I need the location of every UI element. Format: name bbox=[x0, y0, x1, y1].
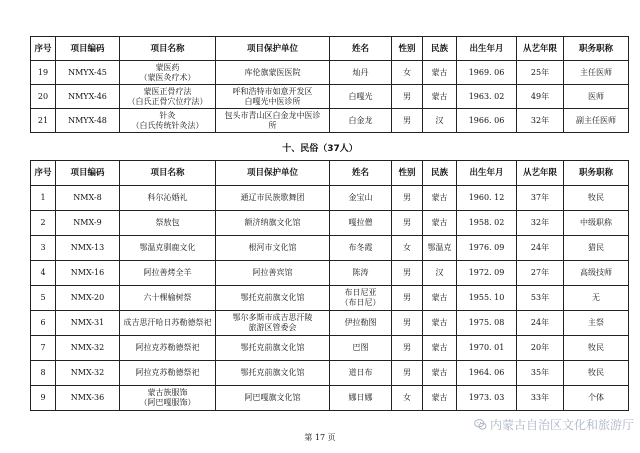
cell-name-subtext: （白氏正骨穴位疗法） bbox=[127, 96, 208, 106]
cell-title bbox=[564, 109, 629, 133]
cell-gender bbox=[392, 109, 423, 133]
cell-no bbox=[31, 236, 56, 261]
cell-unit-text: 鄂托克前旗文化馆 bbox=[240, 343, 305, 352]
cell-birth bbox=[457, 336, 517, 361]
cell-birth bbox=[457, 236, 517, 261]
cell-birth bbox=[457, 311, 517, 336]
cell-title bbox=[564, 186, 629, 211]
header-name: 项目名称 bbox=[120, 161, 216, 186]
table-row bbox=[31, 61, 629, 85]
cell-no-text: 6 bbox=[40, 318, 46, 327]
cell-unit-text: 呼和浩特市如意开发区 bbox=[232, 86, 313, 96]
cell-unit-text: 阿巴嘎旗文化馆 bbox=[244, 393, 301, 402]
cell-code-text: NMX-16 bbox=[70, 268, 105, 277]
cell-years-text: 53年 bbox=[530, 293, 550, 302]
cell-title bbox=[564, 236, 629, 261]
header-years: 从艺年限 bbox=[517, 37, 564, 61]
cell-title-text: 个体 bbox=[588, 393, 604, 402]
cell-no-text: 9 bbox=[40, 393, 46, 402]
cell-no-text: 8 bbox=[40, 368, 46, 377]
cell-birth-text: 1975. 08 bbox=[468, 318, 505, 327]
cell-years bbox=[517, 236, 564, 261]
table-row bbox=[31, 311, 629, 336]
cell-years bbox=[517, 361, 564, 386]
cell-code-text: NMX-8 bbox=[73, 193, 102, 202]
cell-gender bbox=[392, 211, 423, 236]
cell-code bbox=[56, 361, 120, 386]
cell-code bbox=[56, 311, 120, 336]
cell-name-subtext: （白氏传统针灸法） bbox=[131, 120, 204, 130]
cell-code bbox=[56, 109, 120, 133]
cell-years-text: 24年 bbox=[530, 318, 550, 327]
table-top bbox=[30, 36, 629, 133]
cell-ethnic bbox=[423, 186, 457, 211]
cell-name bbox=[120, 85, 216, 109]
cell-unit-text: 鄂托克前旗文化馆 bbox=[240, 293, 305, 302]
cell-name-text: 阿拉克苏勒德祭祀 bbox=[135, 368, 200, 377]
cell-name bbox=[120, 109, 216, 133]
cell-title-text: 牧民 bbox=[588, 193, 604, 202]
cell-years-text: 24年 bbox=[530, 243, 550, 252]
cell-no-text: 7 bbox=[40, 343, 46, 352]
cell-name-text: 成吉思汗哈日苏勒德祭祀 bbox=[123, 318, 212, 327]
cell-unit-subtext: 白嘎光中医诊所 bbox=[244, 96, 301, 106]
cell-ethnic bbox=[423, 336, 457, 361]
cell-gender-text: 女 bbox=[403, 393, 411, 402]
cell-name bbox=[120, 311, 216, 336]
cell-gender-text: 男 bbox=[403, 368, 411, 377]
cell-person bbox=[330, 286, 392, 311]
cell-no bbox=[31, 211, 56, 236]
cell-title bbox=[564, 261, 629, 286]
watermark-text: 内蒙古自治区文化和旅游厅 bbox=[489, 418, 634, 432]
cell-person-text: 巴图 bbox=[352, 343, 369, 352]
cell-title bbox=[564, 386, 629, 411]
cell-unit bbox=[216, 336, 330, 361]
cell-name bbox=[120, 361, 216, 386]
cell-code-text: NMX-32 bbox=[70, 368, 105, 377]
cell-ethnic bbox=[423, 61, 457, 85]
section-title: 十、民俗（37人） bbox=[282, 144, 358, 154]
watermark bbox=[474, 416, 634, 433]
table-row bbox=[31, 186, 629, 211]
cell-code bbox=[56, 85, 120, 109]
page-number: 第 17 页 bbox=[304, 433, 336, 442]
cell-ethnic bbox=[423, 286, 457, 311]
cell-person-text: 陈涛 bbox=[352, 268, 369, 277]
cell-code-text: NMX-9 bbox=[73, 218, 102, 227]
table-row bbox=[31, 386, 629, 411]
cell-gender-text: 男 bbox=[403, 268, 411, 277]
cell-ethnic-text: 汉 bbox=[435, 115, 444, 125]
cell-birth-text: 1960. 12 bbox=[468, 193, 505, 202]
cell-years bbox=[517, 386, 564, 411]
cell-gender-text: 男 bbox=[403, 318, 411, 327]
cell-birth bbox=[457, 286, 517, 311]
cell-gender-text: 女 bbox=[403, 67, 411, 77]
cell-years bbox=[517, 61, 564, 85]
header-ethnic: 民族 bbox=[423, 161, 457, 186]
cell-gender bbox=[392, 236, 423, 261]
table-row bbox=[31, 109, 629, 133]
cell-birth bbox=[457, 211, 517, 236]
cell-title bbox=[564, 85, 629, 109]
table-bottom bbox=[30, 160, 629, 411]
cell-name-text: 蒙医药 bbox=[155, 62, 180, 72]
cell-code bbox=[56, 386, 120, 411]
cell-no bbox=[31, 361, 56, 386]
cell-title-text: 医师 bbox=[588, 91, 604, 101]
cell-code-text: NMYX-46 bbox=[68, 91, 107, 101]
cell-ethnic-text: 蒙古 bbox=[431, 91, 448, 101]
cell-no-text: 3 bbox=[40, 243, 46, 252]
cell-unit bbox=[216, 85, 330, 109]
cell-name-text: 六十棵榆树祭 bbox=[143, 293, 192, 302]
cell-gender-text: 女 bbox=[403, 243, 411, 252]
cell-title bbox=[564, 286, 629, 311]
cell-code bbox=[56, 336, 120, 361]
cell-birth bbox=[457, 386, 517, 411]
cell-unit-text: 鄂托克前旗文化馆 bbox=[240, 368, 305, 377]
cell-gender-text: 男 bbox=[403, 115, 411, 125]
cell-code-text: NMX-13 bbox=[70, 243, 105, 252]
cell-name bbox=[120, 286, 216, 311]
cell-person bbox=[330, 186, 392, 211]
cell-code-text: NMX-36 bbox=[70, 393, 105, 402]
cell-years-text: 49年 bbox=[530, 91, 550, 101]
cell-no-text: 4 bbox=[40, 268, 46, 277]
cell-gender-text: 男 bbox=[403, 218, 411, 227]
cell-code bbox=[56, 286, 120, 311]
cell-title-text: 主祭 bbox=[588, 318, 604, 327]
cell-unit-subtext: 所 bbox=[268, 120, 277, 130]
cell-person bbox=[330, 336, 392, 361]
cell-birth-text: 1958. 02 bbox=[468, 218, 505, 227]
table-row bbox=[31, 85, 629, 109]
cell-no-text: 19 bbox=[37, 67, 49, 77]
cell-ethnic-text: 蒙古 bbox=[431, 193, 448, 202]
cell-no bbox=[31, 311, 56, 336]
cell-ethnic bbox=[423, 211, 457, 236]
cell-name-text: 蒙古族服饰 bbox=[147, 388, 188, 397]
cell-code bbox=[56, 261, 120, 286]
header-title: 职务职称 bbox=[564, 37, 629, 61]
cell-unit bbox=[216, 186, 330, 211]
cell-no bbox=[31, 386, 56, 411]
cell-gender-text: 男 bbox=[403, 343, 411, 352]
cell-gender bbox=[392, 286, 423, 311]
cell-birth-text: 1972. 09 bbox=[468, 268, 505, 277]
cell-years bbox=[517, 311, 564, 336]
cell-name-text: 阿拉克苏勒德祭祀 bbox=[135, 343, 200, 352]
cell-birth bbox=[457, 361, 517, 386]
cell-birth-text: 1970. 01 bbox=[468, 343, 505, 352]
header-name: 项目名称 bbox=[120, 37, 216, 61]
cell-code-text: NMX-32 bbox=[70, 343, 105, 352]
cell-name bbox=[120, 186, 216, 211]
cell-person-text: 金宝山 bbox=[348, 193, 373, 202]
cell-unit bbox=[216, 211, 330, 236]
table-row bbox=[31, 236, 629, 261]
cell-person bbox=[330, 386, 392, 411]
cell-person-text: 布冬霞 bbox=[348, 243, 373, 252]
header-ethnic: 民族 bbox=[423, 37, 457, 61]
header-gender: 性别 bbox=[392, 161, 423, 186]
cell-person bbox=[330, 211, 392, 236]
cell-birth-text: 1955. 10 bbox=[468, 293, 505, 302]
header-code: 项目编码 bbox=[56, 161, 120, 186]
cell-name-text: 阿拉善烤全羊 bbox=[143, 268, 192, 277]
cell-person-text: 娜日娜 bbox=[348, 393, 373, 402]
cell-name-text: 蒙医正骨疗法 bbox=[143, 86, 192, 96]
cell-no-text: 5 bbox=[40, 293, 46, 302]
header-gender: 性别 bbox=[392, 37, 423, 61]
cell-person bbox=[330, 261, 392, 286]
cell-no-text: 20 bbox=[37, 91, 49, 101]
cell-ethnic bbox=[423, 109, 457, 133]
cell-name bbox=[120, 236, 216, 261]
cell-code-text: NMYX-48 bbox=[68, 115, 107, 125]
cell-title bbox=[564, 211, 629, 236]
cell-title-text: 猎民 bbox=[588, 243, 604, 252]
cell-years-text: 32年 bbox=[530, 115, 550, 125]
cell-ethnic bbox=[423, 236, 457, 261]
cell-code bbox=[56, 186, 120, 211]
cell-years-text: 27年 bbox=[530, 268, 550, 277]
cell-unit bbox=[216, 61, 330, 85]
cell-birth-text: 1966. 06 bbox=[468, 115, 505, 125]
header-no: 序号 bbox=[31, 37, 56, 61]
header-title: 职务职称 bbox=[564, 161, 629, 186]
cell-code-text: NMYX-45 bbox=[68, 67, 107, 77]
header-unit: 项目保护单位 bbox=[216, 37, 330, 61]
cell-ethnic-text: 蒙古 bbox=[431, 343, 448, 352]
cell-ethnic-text: 蒙古 bbox=[431, 393, 448, 402]
cell-ethnic-text: 蒙古 bbox=[431, 67, 448, 77]
cell-birth bbox=[457, 85, 517, 109]
cell-years-text: 32年 bbox=[530, 218, 550, 227]
table-header-row bbox=[31, 161, 629, 186]
cell-gender bbox=[392, 311, 423, 336]
header-person: 姓名 bbox=[330, 37, 392, 61]
cell-code-text: NMX-20 bbox=[70, 293, 105, 302]
table-row bbox=[31, 361, 629, 386]
cell-name-text: 祭敖包 bbox=[155, 218, 180, 227]
cell-birth-text: 1969. 06 bbox=[468, 67, 505, 77]
cell-no bbox=[31, 286, 56, 311]
cell-code bbox=[56, 236, 120, 261]
cell-no bbox=[31, 85, 56, 109]
cell-ethnic-text: 汉 bbox=[435, 268, 444, 277]
cell-unit-text: 额济纳旗文化馆 bbox=[244, 218, 301, 227]
cell-ethnic-text: 鄂温克 bbox=[427, 243, 452, 252]
cell-name bbox=[120, 386, 216, 411]
cell-person-text: 布日尼亚 bbox=[344, 288, 377, 297]
cell-gender-text: 男 bbox=[403, 91, 411, 101]
cell-ethnic bbox=[423, 311, 457, 336]
cell-ethnic bbox=[423, 386, 457, 411]
cell-unit bbox=[216, 109, 330, 133]
cell-ethnic-text: 蒙古 bbox=[431, 293, 448, 302]
cell-code bbox=[56, 211, 120, 236]
cell-name bbox=[120, 61, 216, 85]
cell-ethnic-text: 蒙古 bbox=[431, 368, 448, 377]
cell-birth-text: 1976. 09 bbox=[468, 243, 505, 252]
header-years: 从艺年限 bbox=[517, 161, 564, 186]
cell-title-text: 中级职称 bbox=[580, 218, 612, 227]
cell-gender-text: 男 bbox=[403, 293, 411, 302]
cell-name-subtext: （蒙医灸疗术） bbox=[139, 72, 196, 82]
cell-no bbox=[31, 336, 56, 361]
cell-unit bbox=[216, 261, 330, 286]
cell-no bbox=[31, 61, 56, 85]
cell-no bbox=[31, 109, 56, 133]
cell-birth bbox=[457, 186, 517, 211]
cell-years-text: 20年 bbox=[530, 343, 550, 352]
cell-person-text: 白嘎光 bbox=[348, 91, 373, 101]
cell-unit-subtext: 旅游区管委会 bbox=[248, 323, 297, 332]
cell-ethnic bbox=[423, 361, 457, 386]
cell-person bbox=[330, 236, 392, 261]
cell-birth bbox=[457, 61, 517, 85]
cell-unit bbox=[216, 311, 330, 336]
cell-ethnic-text: 蒙古 bbox=[431, 318, 448, 327]
cell-years-text: 33年 bbox=[530, 393, 550, 402]
table-header-row bbox=[31, 37, 629, 61]
cell-no-text: 21 bbox=[37, 115, 49, 125]
cell-years-text: 37年 bbox=[530, 193, 550, 202]
cell-unit-text: 通辽市民族歌舞团 bbox=[240, 193, 305, 202]
header-birth: 出生年月 bbox=[457, 37, 517, 61]
cell-code-text: NMX-31 bbox=[70, 318, 105, 327]
wechat-icon bbox=[474, 418, 487, 431]
header-person: 姓名 bbox=[330, 161, 392, 186]
header-code: 项目编码 bbox=[56, 37, 120, 61]
cell-person bbox=[330, 85, 392, 109]
cell-ethnic bbox=[423, 85, 457, 109]
cell-title bbox=[564, 311, 629, 336]
cell-years bbox=[517, 186, 564, 211]
cell-title bbox=[564, 61, 629, 85]
cell-unit bbox=[216, 361, 330, 386]
cell-years bbox=[517, 109, 564, 133]
cell-gender bbox=[392, 85, 423, 109]
cell-title bbox=[564, 336, 629, 361]
cell-name bbox=[120, 336, 216, 361]
cell-no-text: 2 bbox=[40, 218, 46, 227]
cell-person-text: 嘎拉僧 bbox=[348, 218, 373, 227]
cell-title-text: 牧民 bbox=[588, 343, 604, 352]
header-birth: 出生年月 bbox=[457, 161, 517, 186]
cell-birth bbox=[457, 261, 517, 286]
cell-no bbox=[31, 261, 56, 286]
cell-unit-text: 根河市文化馆 bbox=[248, 243, 297, 252]
cell-code bbox=[56, 61, 120, 85]
cell-person-subtext: （布日尼） bbox=[340, 298, 381, 307]
cell-years-text: 35年 bbox=[530, 368, 550, 377]
cell-title-text: 牧民 bbox=[588, 368, 604, 377]
cell-gender bbox=[392, 186, 423, 211]
cell-unit-text: 阿拉善宾馆 bbox=[252, 268, 293, 277]
cell-name-text: 鄂温克驯鹿文化 bbox=[139, 243, 196, 252]
cell-gender bbox=[392, 61, 423, 85]
table-row bbox=[31, 211, 629, 236]
table-row bbox=[31, 336, 629, 361]
cell-name-text: 针灸 bbox=[159, 110, 176, 120]
cell-person-text: 白金龙 bbox=[348, 115, 373, 125]
header-unit: 项目保护单位 bbox=[216, 161, 330, 186]
cell-person bbox=[330, 109, 392, 133]
cell-unit-text: 库伦旗蒙医医院 bbox=[244, 67, 301, 77]
cell-gender bbox=[392, 386, 423, 411]
cell-birth bbox=[457, 109, 517, 133]
cell-person bbox=[330, 361, 392, 386]
cell-person-text: 灿丹 bbox=[352, 67, 369, 77]
cell-years bbox=[517, 286, 564, 311]
cell-years bbox=[517, 336, 564, 361]
cell-ethnic-text: 蒙古 bbox=[431, 218, 448, 227]
header-no: 序号 bbox=[31, 161, 56, 186]
cell-unit bbox=[216, 286, 330, 311]
cell-person-text: 道日布 bbox=[348, 368, 373, 377]
cell-unit bbox=[216, 386, 330, 411]
cell-title-text: 无 bbox=[592, 293, 600, 302]
cell-unit-text: 鄂尔多斯市成吉思汗陵 bbox=[232, 313, 313, 322]
cell-birth-text: 1964. 06 bbox=[468, 368, 505, 377]
cell-years bbox=[517, 261, 564, 286]
cell-name bbox=[120, 211, 216, 236]
cell-gender bbox=[392, 361, 423, 386]
cell-person bbox=[330, 311, 392, 336]
table-row bbox=[31, 286, 629, 311]
cell-years-text: 25年 bbox=[530, 67, 550, 77]
cell-name-subtext: （阿巴嘎服饰） bbox=[139, 398, 196, 407]
cell-no bbox=[31, 186, 56, 211]
cell-person bbox=[330, 61, 392, 85]
cell-title-text: 高级技师 bbox=[580, 268, 612, 277]
cell-gender bbox=[392, 336, 423, 361]
cell-gender bbox=[392, 261, 423, 286]
cell-person-text: 伊拉勒图 bbox=[344, 318, 377, 327]
cell-gender-text: 男 bbox=[403, 193, 411, 202]
cell-title-text: 主任医师 bbox=[580, 67, 612, 77]
table-row bbox=[31, 261, 629, 286]
cell-title bbox=[564, 361, 629, 386]
cell-name-text: 科尔沁婚礼 bbox=[147, 193, 188, 202]
cell-unit-text: 包头市青山区白金龙中医诊 bbox=[224, 110, 321, 120]
cell-unit bbox=[216, 236, 330, 261]
cell-years bbox=[517, 85, 564, 109]
cell-years bbox=[517, 211, 564, 236]
cell-title-text: 副主任医师 bbox=[576, 115, 616, 125]
cell-birth-text: 1973. 03 bbox=[468, 393, 505, 402]
cell-no-text: 1 bbox=[40, 193, 46, 202]
cell-birth-text: 1963. 02 bbox=[468, 91, 505, 101]
cell-name bbox=[120, 261, 216, 286]
cell-ethnic bbox=[423, 261, 457, 286]
